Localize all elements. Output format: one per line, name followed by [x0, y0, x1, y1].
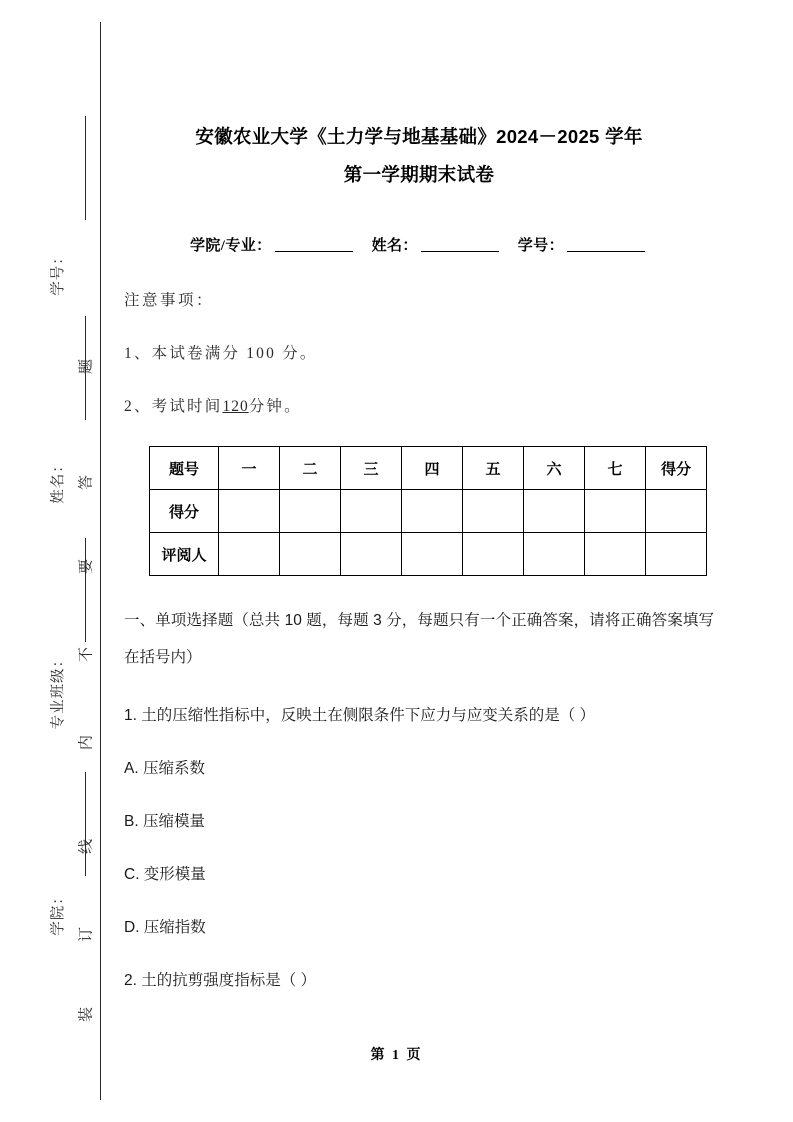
- question-1-option-b[interactable]: B. 压缩模量: [124, 813, 205, 830]
- notices-heading: 注意事项：: [124, 292, 215, 309]
- student-id-blank[interactable]: [567, 251, 645, 252]
- score-cell-1-7[interactable]: [646, 533, 707, 576]
- question-1-stem: 1. 土的压缩性指标中，反映土在侧限条件下应力与应变关系的是（ ）: [124, 707, 596, 724]
- student-id-label: 学号：: [517, 238, 564, 254]
- score-cell-1-6[interactable]: [585, 533, 646, 576]
- score-table-header-8: 得分: [646, 447, 707, 490]
- binding-label-class: 专业班级：: [50, 652, 67, 730]
- score-table: [149, 446, 707, 576]
- score-table-header-7: 七: [585, 447, 646, 490]
- table-row: [150, 533, 707, 576]
- score-cell-0-6[interactable]: [585, 490, 646, 533]
- college-major-blank[interactable]: [275, 251, 353, 252]
- seal-char-5: 线: [78, 839, 95, 855]
- page-title-line-1: 安徽农业大学《土力学与地基基础》2024－2025 学年: [195, 126, 643, 147]
- question-1-option-a[interactable]: A. 压缩系数: [124, 760, 205, 777]
- seal-char-3: 不: [78, 647, 95, 663]
- question-1-option-d[interactable]: D. 压缩指数: [124, 919, 206, 936]
- notice-item-2: [124, 394, 714, 416]
- section-1-heading: 一、单项选择题（总共 10 题，每题 3 分，每题只有一个正确答案，请将正确答案填写在括号内）: [124, 612, 714, 666]
- page-footer: 第 1 页: [370, 1048, 423, 1063]
- table-row: [150, 490, 707, 533]
- seal-char-2: 要: [78, 559, 95, 575]
- score-table-header-6: 六: [524, 447, 585, 490]
- score-cell-1-3[interactable]: [402, 533, 463, 576]
- student-info-line: [124, 234, 714, 255]
- notice-item-2-prefix: 2、考试时间: [124, 398, 223, 415]
- score-table-header-5: 五: [463, 447, 524, 490]
- score-row-label-reviewer: 评阅人: [150, 533, 219, 576]
- question-2-stem: 2. 土的抗剪强度指标是（ ）: [124, 972, 317, 989]
- table-row-header: [150, 447, 707, 490]
- notice-item-2-suffix: 分钟。: [248, 398, 302, 415]
- score-cell-0-5[interactable]: [524, 490, 585, 533]
- score-cell-0-0[interactable]: [219, 490, 280, 533]
- binding-label-college: 学院：: [50, 889, 67, 936]
- score-cell-0-7[interactable]: [646, 490, 707, 533]
- seal-char-0: 题: [78, 359, 95, 375]
- score-table-header-2: 二: [280, 447, 341, 490]
- exam-duration-value: 120: [222, 398, 249, 415]
- score-cell-1-2[interactable]: [341, 533, 402, 576]
- score-cell-0-1[interactable]: [280, 490, 341, 533]
- seal-char-4: 内: [78, 735, 95, 751]
- score-cell-1-4[interactable]: [463, 533, 524, 576]
- binding-label-student-id: 学号：: [50, 249, 67, 296]
- seal-char-7: 装: [78, 1007, 95, 1023]
- score-cell-1-1[interactable]: [280, 533, 341, 576]
- score-cell-1-5[interactable]: [524, 533, 585, 576]
- college-major-label: 学院/专业：: [190, 238, 272, 254]
- binding-inner-rule: [100, 22, 101, 1100]
- question-1-option-c[interactable]: C. 变形模量: [124, 866, 206, 883]
- binding-seal-column: [72, 0, 98, 1122]
- score-table-header-3: 三: [341, 447, 402, 490]
- score-table-header-1: 一: [219, 447, 280, 490]
- name-blank[interactable]: [421, 251, 499, 252]
- page-title-line-2: 第一学期期末试卷: [343, 164, 495, 185]
- score-cell-0-2[interactable]: [341, 490, 402, 533]
- score-cell-1-0[interactable]: [219, 533, 280, 576]
- seal-char-6: 订: [78, 927, 95, 943]
- binding-label-name: 姓名：: [50, 457, 67, 504]
- score-table-header-4: 四: [402, 447, 463, 490]
- seal-char-1: 答: [78, 475, 95, 491]
- name-label: 姓名：: [371, 238, 418, 254]
- score-cell-0-3[interactable]: [402, 490, 463, 533]
- page-title: [124, 0, 714, 194]
- score-row-label-score: 得分: [150, 490, 219, 533]
- score-table-header-0: 题号: [150, 447, 219, 490]
- notice-item-1: 1、本试卷满分 100 分。: [124, 345, 318, 362]
- score-cell-0-4[interactable]: [463, 490, 524, 533]
- exam-paper-body: [124, 0, 714, 994]
- binding-margin: [0, 0, 110, 1122]
